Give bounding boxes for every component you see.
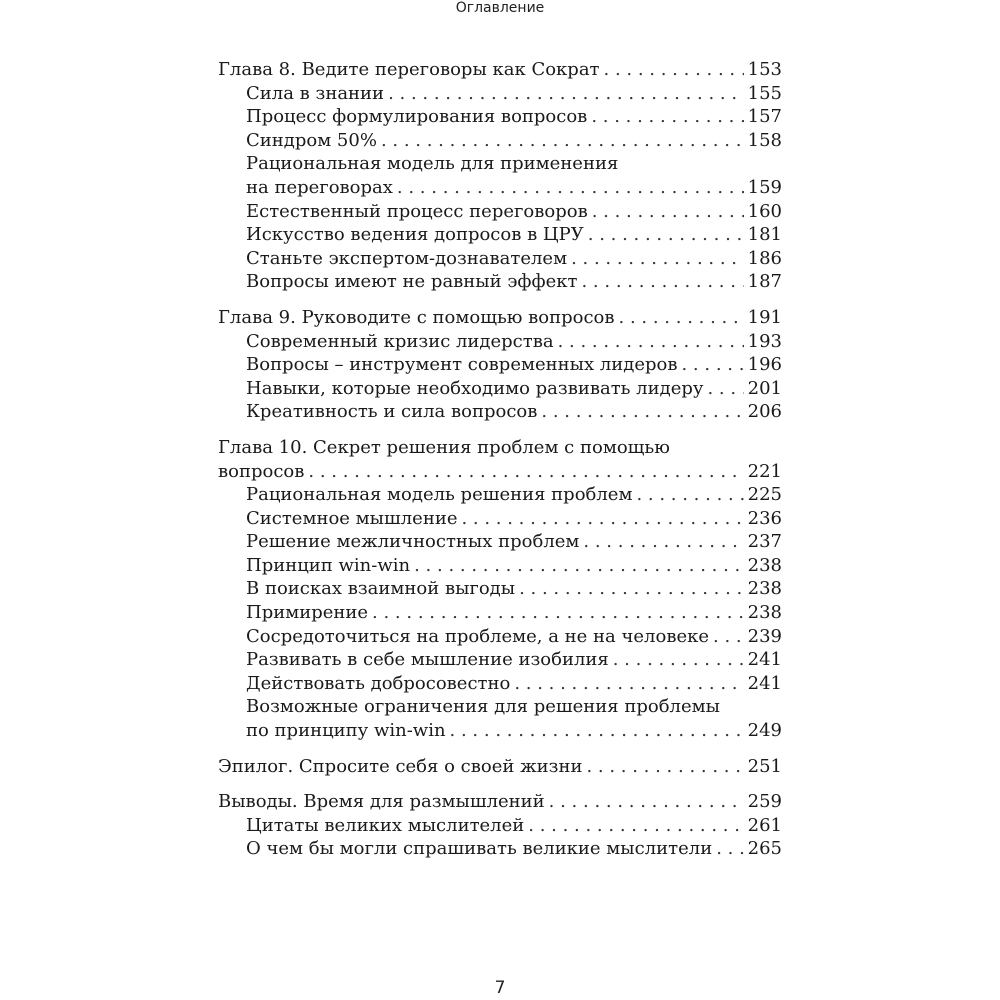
- toc-entry-label: О чем бы могли спрашивать великие мыслители: [246, 838, 713, 860]
- toc-entry-label: Глава 9. Руководите с помощью вопросов: [218, 306, 615, 328]
- toc-entry-label: Станьте экспертом-дознавателем: [246, 247, 568, 269]
- toc-entry-page: 265: [747, 838, 782, 860]
- toc-entry-label: Возможные ограничения для решения проблемы: [246, 696, 720, 718]
- toc-subsection-entry: [218, 601, 782, 625]
- toc-entry-label: Сила в знании: [246, 82, 385, 104]
- toc-entry-page: 238: [747, 554, 782, 576]
- toc-entry-label: Искусство ведения допросов в ЦРУ: [246, 224, 584, 246]
- toc-entry-label: Сосредоточиться на проблеме, а не на человеке: [246, 625, 710, 647]
- toc-subsection-entry: [218, 129, 782, 153]
- toc-chapter-entry: [218, 436, 782, 460]
- toc-entry-label: Глава 10. Секрет решения проблем с помощью: [218, 436, 670, 458]
- toc-entry-label: Синдром 50%: [246, 129, 377, 151]
- toc-entry-page: 236: [747, 507, 782, 529]
- toc-entry-label: Принцип win-win: [246, 554, 411, 576]
- toc-entry-label: В поисках взаимной выгоды: [246, 578, 516, 600]
- toc-subsection-entry: [218, 695, 782, 719]
- toc-entry-label: Рациональная модель решения проблем: [246, 484, 633, 506]
- toc-entry-label: Навыки, которые необходимо развивать лидеру: [246, 377, 704, 399]
- toc-entry-page: 249: [747, 720, 782, 742]
- toc-section: [218, 790, 782, 861]
- toc-leader-dots: [619, 306, 744, 330]
- toc-entry-page: 193: [747, 330, 782, 352]
- toc-entry-page: 186: [747, 247, 782, 269]
- toc-subsection-entry: [218, 577, 782, 601]
- toc-subsection-entry: [218, 223, 782, 247]
- toc-entry-page: 158: [747, 129, 782, 151]
- toc-entry-label: Цитаты великих мыслителей: [246, 814, 525, 836]
- toc-entry-page: 261: [747, 814, 782, 836]
- toc-entry-label: Системное мышление: [246, 507, 458, 529]
- toc-leader-dots: [381, 129, 744, 153]
- toc-leader-dots: [571, 247, 744, 271]
- toc-subsection-entry: [218, 814, 782, 838]
- toc-leader-dots: [716, 837, 743, 861]
- toc-entry-label: Вопросы имеют не равный эффект: [246, 271, 578, 293]
- toc-subsection-entry: [218, 483, 782, 507]
- toc-leader-dots: [613, 648, 744, 672]
- toc-subsection-entry: [218, 400, 782, 424]
- toc-entry-label: Действовать добросовестно: [246, 672, 511, 694]
- toc-entry-label: Естественный процесс переговоров: [246, 200, 588, 222]
- toc-entry-page: 201: [747, 377, 782, 399]
- toc-entry-label: Примирение: [246, 602, 369, 624]
- toc-entry-page: 157: [747, 106, 782, 128]
- toc-subsection-entry: [218, 82, 782, 106]
- toc-chapter-entry: [218, 755, 782, 779]
- toc-leader-dots: [450, 719, 744, 743]
- toc-chapter-entry: [218, 58, 782, 82]
- toc-subsection-entry: [218, 200, 782, 224]
- toc-leader-dots: [308, 460, 743, 484]
- toc-entry-label: на переговорах: [246, 176, 393, 198]
- toc-subsection-entry: [218, 837, 782, 861]
- toc-entry-label: Эпилог. Спросите себя о своей жизни: [218, 755, 583, 777]
- toc-leader-dots: [461, 507, 743, 531]
- toc-entry-page: 191: [747, 306, 782, 328]
- toc-entry-label: Вопросы – инструмент современных лидеров: [246, 354, 678, 376]
- toc-subsection-entry: [218, 672, 782, 696]
- toc-subsection-entry: [218, 353, 782, 377]
- toc-entry-label: Рациональная модель для применения: [246, 153, 619, 175]
- toc-subsection-entry: [218, 719, 782, 743]
- toc-entry-page: 259: [747, 791, 782, 813]
- toc-leader-dots: [549, 790, 744, 814]
- toc-entry-page: 206: [747, 401, 782, 423]
- toc-leader-dots: [558, 330, 744, 354]
- toc-entry-page: 159: [747, 176, 782, 198]
- toc-subsection-entry: [218, 330, 782, 354]
- toc-entry-page: 221: [747, 460, 782, 482]
- toc-entry-page: 238: [747, 602, 782, 624]
- toc-entry-page: 251: [747, 755, 782, 777]
- toc-chapter-entry: [218, 460, 782, 484]
- toc-subsection-entry: [218, 625, 782, 649]
- toc-entry-page: 225: [747, 484, 782, 506]
- toc-section: [218, 755, 782, 779]
- toc-section: [218, 306, 782, 424]
- toc-leader-dots: [583, 530, 743, 554]
- toc-section: [218, 436, 782, 743]
- toc-subsection-entry: [218, 530, 782, 554]
- toc-leader-dots: [588, 223, 744, 247]
- toc-chapter-entry: [218, 306, 782, 330]
- toc-leader-dots: [414, 554, 744, 578]
- toc-entry-page: 160: [747, 200, 782, 222]
- toc-entry-page: 241: [747, 649, 782, 671]
- page-number: 7: [494, 978, 506, 998]
- toc-entry-label: Выводы. Время для размышлений: [218, 791, 545, 813]
- toc-entry-label: по принципу win-win: [246, 720, 446, 742]
- toc-leader-dots: [636, 483, 743, 507]
- toc-subsection-entry: [218, 270, 782, 294]
- toc-entry-label: вопросов: [218, 460, 305, 482]
- toc-leader-dots: [514, 672, 743, 696]
- toc-subsection-entry: [218, 105, 782, 129]
- toc-entry-page: 187: [747, 271, 782, 293]
- toc-entry-page: 238: [747, 578, 782, 600]
- toc-leader-dots: [581, 270, 743, 294]
- toc-entry-label: Креативность и сила вопросов: [246, 401, 538, 423]
- toc-leader-dots: [591, 105, 743, 129]
- toc-leader-dots: [372, 601, 744, 625]
- toc-leader-dots: [681, 353, 743, 377]
- toc-leader-dots: [713, 625, 744, 649]
- toc-entry-page: 153: [747, 59, 782, 80]
- table-of-contents: [218, 58, 782, 861]
- toc-entry-page: 239: [747, 625, 782, 647]
- toc-entry-page: 181: [747, 224, 782, 246]
- toc-leader-dots: [541, 400, 743, 424]
- toc-subsection-entry: [218, 247, 782, 271]
- toc-entry-label: Развивать в себе мышление изобилия: [246, 649, 609, 671]
- toc-entry-page: 155: [747, 82, 782, 104]
- toc-entry-page: 241: [747, 672, 782, 694]
- toc-entry-label: Современный кризис лидерства: [246, 330, 554, 352]
- toc-entry-label: Решение межличностных проблем: [246, 531, 580, 553]
- toc-subsection-entry: [218, 176, 782, 200]
- toc-section: [218, 58, 782, 294]
- toc-leader-dots: [388, 82, 744, 106]
- toc-subsection-entry: [218, 507, 782, 531]
- toc-leader-dots: [707, 377, 743, 401]
- toc-leader-dots: [586, 755, 743, 779]
- toc-entry-label: Глава 8. Ведите переговоры как Сократ: [218, 59, 600, 80]
- toc-chapter-entry: [218, 790, 782, 814]
- toc-leader-dots: [528, 814, 743, 838]
- toc-entry-label: Процесс формулирования вопросов: [246, 106, 588, 128]
- toc-leader-dots: [397, 176, 744, 200]
- toc-leader-dots: [519, 577, 744, 601]
- toc-subsection-entry: [218, 648, 782, 672]
- toc-entry-page: 196: [747, 354, 782, 376]
- running-header: Оглавление: [455, 0, 545, 16]
- toc-leader-dots: [604, 58, 744, 82]
- toc-leader-dots: [592, 200, 744, 224]
- toc-entry-page: 237: [747, 531, 782, 553]
- toc-subsection-entry: [218, 554, 782, 578]
- toc-subsection-entry: [218, 152, 782, 176]
- toc-subsection-entry: [218, 377, 782, 401]
